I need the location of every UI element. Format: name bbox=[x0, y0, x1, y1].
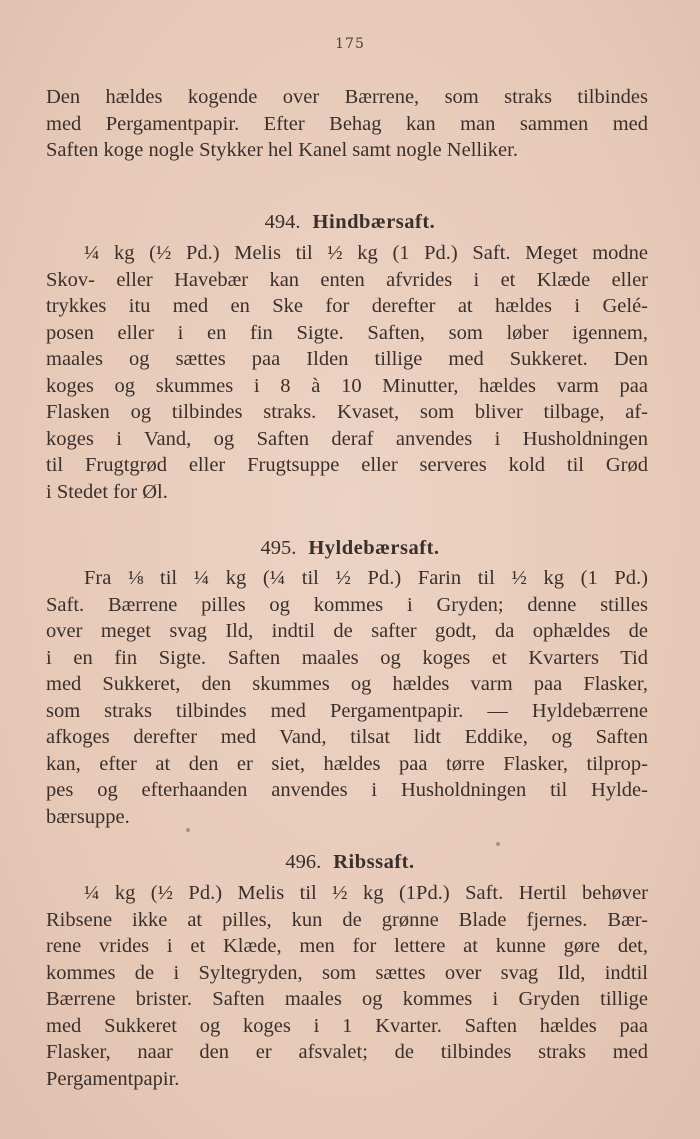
text-line: som straks tilbindes med Pergamentpapir. — Hyldebærrene bbox=[46, 699, 648, 722]
recipe-title: Hindbærsaft. bbox=[312, 211, 436, 233]
text-line: Flasken og tilbindes straks. Kvaset, som bliver tilbage, af- bbox=[46, 401, 648, 423]
text-line: til Frugtgrød eller Frugtsuppe eller serveres kold til Grød bbox=[46, 454, 648, 476]
text-line: Flasker, naar den er afsvalet; de tilbindes straks med bbox=[46, 1041, 648, 1063]
recipe-number: 495. bbox=[260, 537, 297, 559]
recipe-body bbox=[46, 565, 648, 830]
paper-speck bbox=[186, 828, 190, 832]
text-line: koges i Vand, og Saften deraf anvendes i Husholdningen bbox=[46, 427, 648, 450]
text-line: afkoges derefter med Vand, tilsat lidt Eddike, og Saften bbox=[46, 726, 648, 748]
text-line: Saft. Bærrene pilles og kommes i Gryden; denne stilles bbox=[46, 593, 648, 616]
text-line: med Pergamentpapir. Efter Behag kan man sammen med bbox=[46, 112, 648, 135]
text-line: trykkes itu med en Ske for derefter at hældes i Gelé- bbox=[46, 295, 648, 317]
recipe-number: 496. bbox=[285, 851, 322, 873]
paper-speck bbox=[496, 842, 500, 846]
text-line: posen eller i en fin Sigte. Saften, som løber igennem, bbox=[46, 321, 648, 344]
recipe-body bbox=[46, 880, 648, 1092]
text-line: bærsuppe. bbox=[46, 805, 130, 828]
text-line: i en fin Sigte. Saften maales og koges et Kvarters Tid bbox=[46, 646, 648, 669]
recipe-number: 494. bbox=[264, 211, 301, 233]
text-line: ¼ kg (½ Pd.) Melis til ½ kg (1 Pd.) Saft. Meget modne bbox=[84, 242, 648, 264]
recipe-heading bbox=[0, 209, 700, 235]
text-line: Ribsene ikke at pilles, kun de grønne Blade fjernes. Bær- bbox=[46, 908, 648, 931]
text-line: maales og sættes paa Ilden tillige med Sukkeret. Den bbox=[46, 348, 648, 370]
text-line: Fra ⅛ til ¼ kg (¼ til ½ Pd.) Farin til ½ kg (1 Pd.) bbox=[84, 567, 648, 589]
text-line: med Sukkeret og koges i 1 Kvarter. Saften hældes paa bbox=[46, 1014, 648, 1037]
text-line: koges og skummes i 8 à 10 Minutter, hældes varm paa bbox=[46, 374, 648, 397]
text-line: Saften koge nogle Stykker hel Kanel samt nogle Nelliker. bbox=[46, 139, 518, 161]
text-line: ¼ kg (½ Pd.) Melis til ½ kg (1Pd.) Saft. Hertil behøver bbox=[84, 882, 648, 904]
text-line: pes og efterhaanden anvendes i Husholdningen til Hylde- bbox=[46, 779, 648, 801]
recipe-title: Ribssaft. bbox=[333, 851, 415, 873]
text-line: over meget svag Ild, indtil de safter godt, da ophældes de bbox=[46, 620, 648, 642]
page-number: 175 bbox=[335, 36, 365, 52]
text-line: kommes de i Syltegryden, som sættes over svag Ild, indtil bbox=[46, 961, 648, 984]
recipe-body bbox=[46, 240, 648, 505]
recipe-title: Hyldebærsaft. bbox=[308, 537, 440, 559]
text-line: med Sukkeret, den skummes og hældes varm paa Flasker, bbox=[46, 673, 648, 695]
text-line: Den hældes kogende over Bærrene, som straks tilbindes bbox=[46, 86, 648, 108]
recipe-heading bbox=[0, 535, 700, 561]
text-line: rene vrides i et Klæde, men for lettere at kunne gøre det, bbox=[46, 935, 648, 957]
recipe-heading bbox=[0, 849, 700, 875]
text-line: Bærrene brister. Saften maales og kommes i Gryden tillige bbox=[46, 988, 648, 1010]
intro-paragraph bbox=[46, 84, 648, 164]
text-line: kan, efter at den er siet, hældes paa tørre Flasker, tilprop- bbox=[46, 752, 648, 775]
text-line: i Stedet for Øl. bbox=[46, 480, 168, 503]
text-line: Skov- eller Havebær kan enten afvrides i et Klæde eller bbox=[46, 268, 648, 291]
text-line: Pergamentpapir. bbox=[46, 1067, 180, 1090]
